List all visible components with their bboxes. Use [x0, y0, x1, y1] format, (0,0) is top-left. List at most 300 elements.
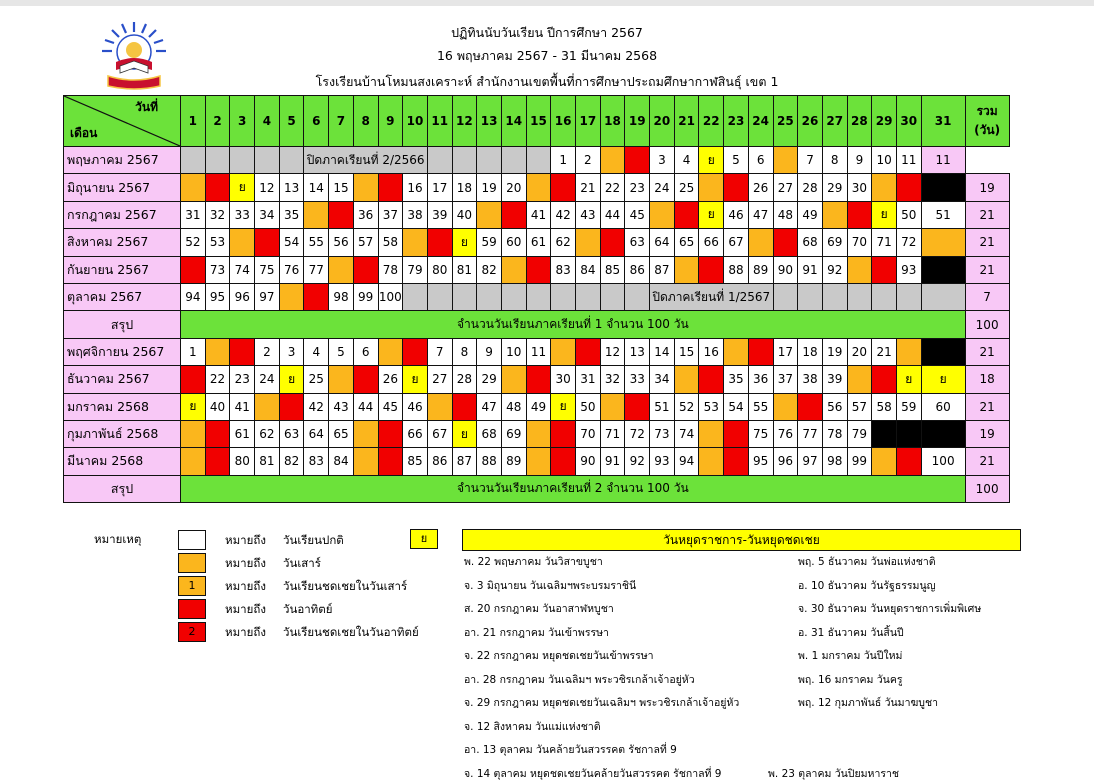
- holiday-item: จ. 30 ธันวาคม วันหยุดราชการเพิ่มพิเศษ: [798, 603, 982, 615]
- month-total: 19: [965, 420, 1009, 447]
- day-cell: [526, 366, 551, 393]
- day-cell: [847, 366, 872, 393]
- day-cell: [205, 147, 230, 174]
- day-cell: 69: [822, 229, 847, 256]
- day-cell: [230, 147, 255, 174]
- month-row: [64, 283, 1010, 310]
- legend-title: หมายเหตุ: [94, 532, 142, 546]
- month-label: สิงหาคม 2567: [64, 229, 181, 256]
- day-cell: 99: [353, 283, 378, 310]
- day-cell: 41: [230, 393, 255, 420]
- holiday-item: จ. 14 ตุลาคม หยุดชดเชยวันคล้ายวันสวรรคต รัชกาลที่ 9: [464, 767, 722, 780]
- closed-term-label: ปิดภาคเรียนที่ 1/2567: [650, 283, 773, 310]
- month-total: 21: [965, 448, 1009, 475]
- day-cell: [427, 147, 452, 174]
- legend-label: วันเรียนปกติ: [283, 533, 344, 547]
- day-cell: 39: [822, 366, 847, 393]
- day-cell: [526, 448, 551, 475]
- legend-swatch: 1: [178, 576, 206, 596]
- day-cell: 34: [650, 366, 675, 393]
- day-cell: 90: [773, 256, 798, 283]
- day-header: 24: [748, 96, 773, 147]
- day-cell: ย: [921, 366, 965, 393]
- day-cell: 31: [181, 201, 206, 228]
- day-cell: 17: [773, 338, 798, 365]
- day-cell: [872, 420, 897, 447]
- day-cell: [896, 283, 921, 310]
- day-cell: 59: [896, 393, 921, 420]
- day-cell: 47: [477, 393, 502, 420]
- day-cell: 1: [181, 338, 206, 365]
- day-cell: 46: [403, 393, 428, 420]
- legend-swatch: [178, 530, 206, 550]
- day-cell: [551, 283, 576, 310]
- day-header: 22: [699, 96, 724, 147]
- day-cell: 42: [551, 201, 576, 228]
- day-cell: 14: [304, 174, 329, 201]
- day-cell: 94: [181, 283, 206, 310]
- summary-row: [64, 475, 1010, 502]
- day-cell: 9: [847, 147, 872, 174]
- day-cell: [304, 201, 329, 228]
- day-cell: 60: [501, 229, 526, 256]
- month-label: ตุลาคม 2567: [64, 283, 181, 310]
- day-cell: 75: [748, 420, 773, 447]
- day-cell: 55: [748, 393, 773, 420]
- day-cell: 21: [576, 174, 601, 201]
- total-header: [965, 96, 1009, 147]
- day-cell: 38: [403, 201, 428, 228]
- day-cell: 16: [699, 338, 724, 365]
- day-header: 5: [279, 96, 304, 147]
- day-cell: [501, 147, 526, 174]
- day-cell: 70: [847, 229, 872, 256]
- day-cell: 2: [576, 147, 601, 174]
- holiday-item: จ. 29 กรกฎาคม หยุดชดเชยวันเฉลิมฯ พระวชิรเกล้าเจ้าอยู่หัว: [464, 697, 740, 709]
- day-cell: [279, 147, 304, 174]
- day-cell: 45: [625, 201, 650, 228]
- day-cell: 20: [501, 174, 526, 201]
- day-cell: 84: [329, 448, 354, 475]
- month-label: พฤศจิกายน 2567: [64, 338, 181, 365]
- day-cell: [921, 174, 965, 201]
- month-row: [64, 338, 1010, 365]
- day-cell: 27: [427, 366, 452, 393]
- day-cell: [427, 229, 452, 256]
- day-cell: [205, 448, 230, 475]
- day-cell: [403, 229, 428, 256]
- day-cell: [798, 393, 823, 420]
- day-cell: 70: [576, 420, 601, 447]
- holiday-item: อา. 21 กรกฎาคม วันเข้าพรรษา: [464, 626, 609, 639]
- day-cell: [699, 448, 724, 475]
- day-cell: [822, 283, 847, 310]
- day-cell: 76: [279, 256, 304, 283]
- day-cell: [501, 256, 526, 283]
- day-cell: 87: [650, 256, 675, 283]
- day-cell: [255, 229, 280, 256]
- day-cell: 97: [798, 448, 823, 475]
- day-cell: [822, 201, 847, 228]
- day-cell: [255, 147, 280, 174]
- day-cell: 66: [403, 420, 428, 447]
- day-cell: 74: [674, 420, 699, 447]
- day-cell: 28: [798, 174, 823, 201]
- day-cell: 88: [724, 256, 749, 283]
- day-header: 14: [501, 96, 526, 147]
- day-cell: 51: [650, 393, 675, 420]
- day-cell: 33: [625, 366, 650, 393]
- day-cell: 85: [403, 448, 428, 475]
- day-cell: 98: [822, 448, 847, 475]
- month-row: [64, 420, 1010, 447]
- month-row: [64, 448, 1010, 475]
- day-cell: 87: [452, 448, 477, 475]
- top-border: [0, 0, 1094, 6]
- day-cell: 72: [896, 229, 921, 256]
- day-cell: [674, 201, 699, 228]
- month-total: 21: [965, 201, 1009, 228]
- day-header: 31: [921, 96, 965, 147]
- day-cell: [353, 256, 378, 283]
- day-cell: 37: [773, 366, 798, 393]
- day-cell: [773, 229, 798, 256]
- day-cell: [872, 283, 897, 310]
- day-cell: 15: [674, 338, 699, 365]
- day-cell: [600, 147, 625, 174]
- day-cell: ย: [872, 201, 897, 228]
- holiday-item: พฤ. 12 กุมภาพันธ์ วันมาฆบูชา: [798, 697, 938, 709]
- day-cell: 10: [872, 147, 897, 174]
- day-cell: ย: [699, 201, 724, 228]
- day-cell: [403, 283, 428, 310]
- legend-prefix: หมายถึง: [225, 602, 266, 616]
- day-cell: [353, 174, 378, 201]
- day-cell: [329, 366, 354, 393]
- day-cell: 3: [279, 338, 304, 365]
- day-cell: 68: [477, 420, 502, 447]
- day-cell: 28: [452, 366, 477, 393]
- day-cell: 54: [724, 393, 749, 420]
- day-cell: ย: [452, 420, 477, 447]
- day-cell: 4: [674, 147, 699, 174]
- day-cell: 78: [378, 256, 403, 283]
- month-label: พฤษภาคม 2567: [64, 147, 181, 174]
- legend-label: วันเรียนชดเชยในวันอาทิตย์: [283, 625, 419, 639]
- day-cell: [378, 420, 403, 447]
- day-header: 23: [724, 96, 749, 147]
- day-cell: 58: [872, 393, 897, 420]
- day-cell: 40: [452, 201, 477, 228]
- legend-label: วันเรียนชดเชยในวันเสาร์: [283, 579, 408, 593]
- day-cell: 27: [773, 174, 798, 201]
- day-cell: 18: [798, 338, 823, 365]
- day-cell: ย: [181, 393, 206, 420]
- day-cell: [353, 448, 378, 475]
- day-cell: 3: [650, 147, 675, 174]
- day-cell: 99: [847, 448, 872, 475]
- day-cell: [576, 283, 601, 310]
- day-cell: [699, 256, 724, 283]
- summary-label: สรุป: [64, 475, 181, 502]
- day-header: 9: [378, 96, 403, 147]
- day-header: 18: [600, 96, 625, 147]
- day-cell: 30: [551, 366, 576, 393]
- day-cell: 38: [798, 366, 823, 393]
- month-total: 21: [965, 229, 1009, 256]
- month-label: มิถุนายน 2567: [64, 174, 181, 201]
- day-cell: 61: [230, 420, 255, 447]
- day-cell: 84: [576, 256, 601, 283]
- day-cell: 53: [699, 393, 724, 420]
- day-cell: 60: [921, 393, 965, 420]
- holiday-item: อ. 10 ธันวาคม วันรัฐธรรมนูญ: [798, 579, 936, 592]
- day-cell: [551, 174, 576, 201]
- day-cell: [896, 448, 921, 475]
- day-cell: [896, 174, 921, 201]
- day-cell: [724, 448, 749, 475]
- day-cell: 62: [255, 420, 280, 447]
- day-cell: [551, 420, 576, 447]
- month-row: [64, 147, 1010, 174]
- day-cell: 55: [304, 229, 329, 256]
- day-cell: [748, 229, 773, 256]
- day-cell: 21: [872, 338, 897, 365]
- day-cell: 29: [822, 174, 847, 201]
- day-cell: 96: [230, 283, 255, 310]
- day-cell: [181, 174, 206, 201]
- day-cell: 67: [427, 420, 452, 447]
- school-name: โรงเรียนบ้านโหมนสงเคราะห์ สำนักงานเขตพื้นที่การศึกษาประถมศึกษากาฬสินธุ์ เขต 1: [315, 74, 779, 89]
- day-cell: [773, 283, 798, 310]
- day-cell: [181, 366, 206, 393]
- day-cell: 76: [773, 420, 798, 447]
- day-cell: 45: [378, 393, 403, 420]
- day-cell: 19: [822, 338, 847, 365]
- day-cell: 29: [477, 366, 502, 393]
- day-cell: [427, 393, 452, 420]
- day-cell: 83: [551, 256, 576, 283]
- day-cell: [551, 448, 576, 475]
- holiday-item: ส. 20 กรกฎาคม วันอาสาฬหบูชา: [464, 603, 614, 615]
- day-header: 7: [329, 96, 354, 147]
- day-cell: 69: [501, 420, 526, 447]
- month-total: 18: [965, 366, 1009, 393]
- day-cell: [847, 256, 872, 283]
- day-cell: 5: [724, 147, 749, 174]
- day-cell: 90: [576, 448, 601, 475]
- day-cell: 52: [674, 393, 699, 420]
- day-cell: [452, 283, 477, 310]
- day-cell: ย: [699, 147, 724, 174]
- legend-label: วันอาทิตย์: [283, 602, 333, 616]
- day-header: 8: [353, 96, 378, 147]
- day-cell: ย: [896, 366, 921, 393]
- legend-prefix: หมายถึง: [225, 533, 266, 547]
- day-header: 26: [798, 96, 823, 147]
- school-day-calendar-table: [63, 95, 1010, 503]
- day-cell: 6: [748, 147, 773, 174]
- day-cell: [181, 256, 206, 283]
- day-cell: [748, 338, 773, 365]
- legend-swatch: [178, 553, 206, 573]
- day-cell: 56: [822, 393, 847, 420]
- day-cell: [724, 420, 749, 447]
- day-cell: 20: [847, 338, 872, 365]
- day-cell: [650, 201, 675, 228]
- corner-day-label: วันที่: [135, 100, 158, 114]
- day-cell: [600, 393, 625, 420]
- day-cell: [699, 366, 724, 393]
- day-cell: 46: [724, 201, 749, 228]
- day-cell: 79: [847, 420, 872, 447]
- day-cell: 19: [477, 174, 502, 201]
- day-cell: 93: [650, 448, 675, 475]
- day-header: 25: [773, 96, 798, 147]
- day-cell: [872, 448, 897, 475]
- day-cell: 80: [427, 256, 452, 283]
- day-cell: [921, 229, 965, 256]
- day-cell: [477, 283, 502, 310]
- day-cell: [625, 393, 650, 420]
- day-cell: 77: [798, 420, 823, 447]
- day-cell: 62: [551, 229, 576, 256]
- day-cell: 71: [600, 420, 625, 447]
- day-header: 16: [551, 96, 576, 147]
- day-cell: 64: [304, 420, 329, 447]
- day-header: 30: [896, 96, 921, 147]
- day-cell: 94: [674, 448, 699, 475]
- calendar-title: ปฏิทินนับวันเรียน ปีการศึกษา 2567: [451, 25, 643, 40]
- day-cell: 71: [872, 229, 897, 256]
- day-cell: ย: [452, 229, 477, 256]
- day-cell: [600, 229, 625, 256]
- day-cell: 13: [279, 174, 304, 201]
- day-cell: [181, 420, 206, 447]
- day-cell: 9: [477, 338, 502, 365]
- day-cell: 17: [427, 174, 452, 201]
- day-cell: 30: [847, 174, 872, 201]
- corner-month-label: เดือน: [70, 126, 98, 140]
- day-cell: 37: [378, 201, 403, 228]
- day-cell: [600, 283, 625, 310]
- day-cell: 83: [304, 448, 329, 475]
- legend-prefix: หมายถึง: [225, 579, 266, 593]
- day-cell: 98: [329, 283, 354, 310]
- day-cell: 49: [798, 201, 823, 228]
- day-cell: 6: [353, 338, 378, 365]
- day-cell: 89: [501, 448, 526, 475]
- calendar-date-range: 16 พฤษภาคม 2567 - 31 มีนาคม 2568: [436, 48, 658, 63]
- day-cell: 97: [255, 283, 280, 310]
- day-cell: [255, 393, 280, 420]
- day-cell: 81: [452, 256, 477, 283]
- day-cell: [378, 174, 403, 201]
- day-cell: 93: [896, 256, 921, 283]
- day-cell: 15: [329, 174, 354, 201]
- day-header: 29: [872, 96, 897, 147]
- day-cell: 79: [403, 256, 428, 283]
- day-cell: [181, 448, 206, 475]
- day-cell: [427, 283, 452, 310]
- day-cell: 43: [329, 393, 354, 420]
- day-cell: 57: [353, 229, 378, 256]
- day-cell: [921, 338, 965, 365]
- day-cell: 35: [279, 201, 304, 228]
- day-cell: [329, 201, 354, 228]
- day-cell: 32: [600, 366, 625, 393]
- day-cell: 82: [279, 448, 304, 475]
- day-header: 13: [477, 96, 502, 147]
- day-cell: 31: [576, 366, 601, 393]
- day-cell: [477, 201, 502, 228]
- day-cell: 40: [205, 393, 230, 420]
- day-cell: 63: [625, 229, 650, 256]
- day-cell: [279, 393, 304, 420]
- month-total: 7: [965, 283, 1009, 310]
- day-cell: 24: [255, 366, 280, 393]
- day-cell: 86: [625, 256, 650, 283]
- day-cell: [477, 147, 502, 174]
- day-header: 3: [230, 96, 255, 147]
- day-header: 6: [304, 96, 329, 147]
- holiday-item: อา. 13 ตุลาคม วันคล้ายวันสวรรคต รัชกาลที่ 9: [464, 744, 677, 756]
- month-row: [64, 366, 1010, 393]
- day-cell: 65: [674, 229, 699, 256]
- legend-prefix: หมายถึง: [225, 625, 266, 639]
- day-cell: 25: [304, 366, 329, 393]
- day-cell: 7: [798, 147, 823, 174]
- day-cell: [205, 420, 230, 447]
- month-total: 100: [965, 475, 1009, 502]
- day-cell: [551, 338, 576, 365]
- day-cell: 59: [477, 229, 502, 256]
- day-cell: 95: [205, 283, 230, 310]
- semester-summary-text: จำนวนวันเรียนภาคเรียนที่ 2 จำนวน 100 วัน: [181, 475, 966, 502]
- day-cell: 1: [551, 147, 576, 174]
- day-cell: [872, 256, 897, 283]
- day-header: 21: [674, 96, 699, 147]
- day-cell: [798, 283, 823, 310]
- day-cell: 73: [650, 420, 675, 447]
- day-cell: [329, 256, 354, 283]
- month-total: 21: [965, 256, 1009, 283]
- day-cell: [921, 283, 965, 310]
- day-cell: 7: [427, 338, 452, 365]
- day-cell: 41: [526, 201, 551, 228]
- day-cell: [230, 229, 255, 256]
- day-cell: 11: [526, 338, 551, 365]
- day-header: 15: [526, 96, 551, 147]
- day-cell: 12: [255, 174, 280, 201]
- day-cell: 8: [452, 338, 477, 365]
- day-cell: [205, 338, 230, 365]
- total-header-line2: (วัน): [974, 123, 1001, 137]
- day-cell: [230, 338, 255, 365]
- month-label: มีนาคม 2568: [64, 448, 181, 475]
- month-label: มกราคม 2568: [64, 393, 181, 420]
- day-cell: 67: [724, 229, 749, 256]
- day-cell: [181, 147, 206, 174]
- day-cell: 26: [748, 174, 773, 201]
- day-cell: 100: [378, 283, 403, 310]
- day-cell: [674, 366, 699, 393]
- day-cell: 25: [674, 174, 699, 201]
- day-cell: 44: [353, 393, 378, 420]
- day-cell: [625, 283, 650, 310]
- day-cell: [353, 366, 378, 393]
- month-row: [64, 393, 1010, 420]
